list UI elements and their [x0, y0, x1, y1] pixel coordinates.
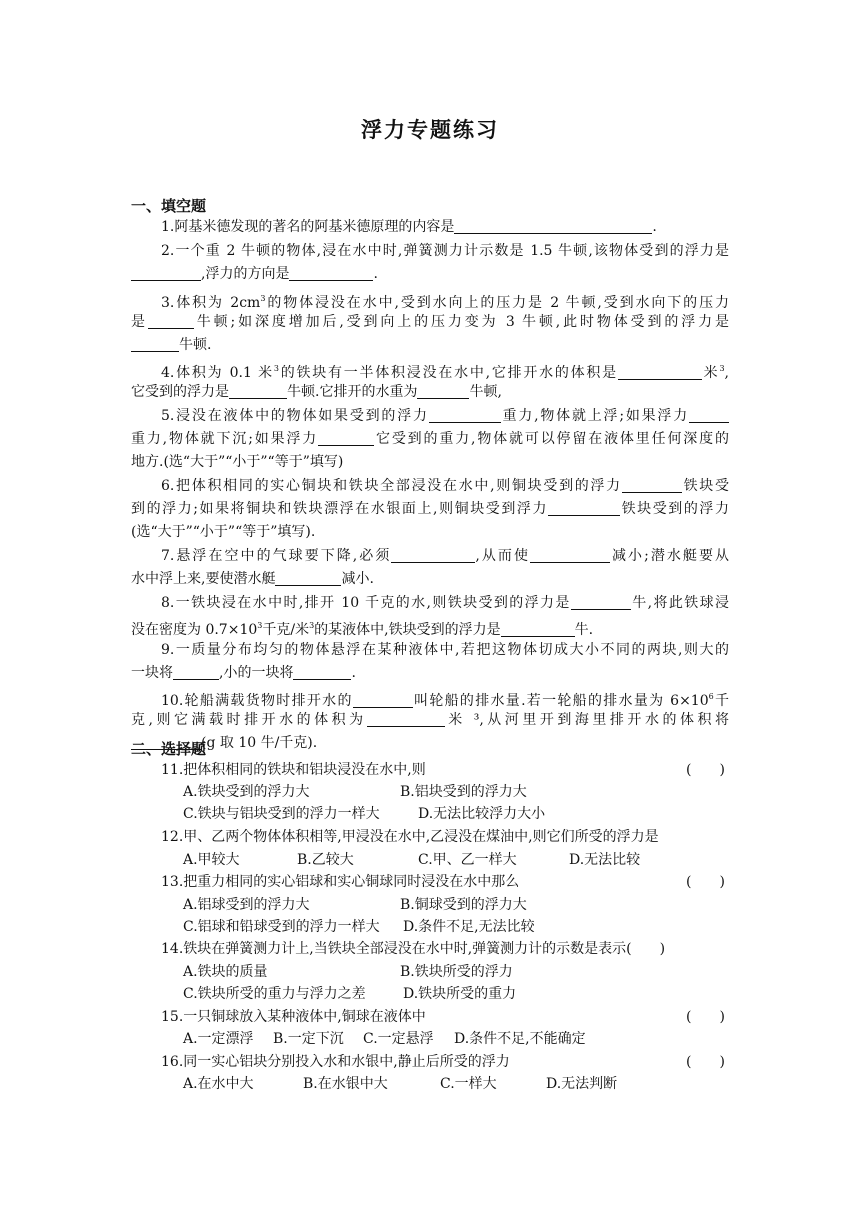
option-c[interactable]: C.铁块所受的重力与浮力之差 — [183, 986, 366, 1002]
option-b[interactable]: B.铜球受到的浮力大 — [400, 897, 527, 913]
option-d[interactable]: D.条件不足,不能确定 — [454, 1031, 586, 1047]
answer-blank[interactable] — [501, 622, 575, 637]
option-b[interactable]: B.在水银中大 — [303, 1076, 388, 1092]
question-3: 3.体积为 $2cm^3$的物体浸没在水中,受到水向上的压力是 2 牛顿,受到水向下的压力 — [161, 294, 729, 311]
option-b[interactable]: B.一定下沉 — [273, 1031, 344, 1047]
question-11: 11.把体积相同的铁块和铝块浸没在水中,则 — [161, 762, 426, 778]
answer-blank[interactable] — [148, 314, 194, 329]
answer-blank[interactable] — [618, 365, 702, 380]
question-9: 9.一质量分布均匀的物体悬浮在某种液体中,若把这物体切成大小不同的两块,则大的 — [161, 642, 729, 658]
answer-blank[interactable] — [454, 219, 652, 234]
option-a[interactable]: A.甲较大 — [183, 852, 240, 868]
answer-blank[interactable] — [429, 408, 501, 423]
answer-blank[interactable] — [131, 266, 201, 281]
answer-blank[interactable] — [229, 384, 287, 399]
question-8: 8.一铁块浸在水中时,排开 10 千克的水,则铁块受到的浮力是 牛,将此铁球浸 — [161, 595, 729, 611]
option-d[interactable]: D.无法判断 — [546, 1076, 618, 1092]
question-6-cont: 到的浮力;如果将铜块和铁块漂浮在水银面上,则铜块受到浮力 铁块受到的浮力 — [131, 501, 729, 517]
question-2-cont: ,浮力的方向是 . — [131, 263, 729, 285]
answer-blank[interactable] — [571, 595, 631, 610]
option-d[interactable]: D.无法比较浮力大小 — [418, 806, 546, 822]
answer-blank[interactable] — [318, 431, 374, 446]
question-10-cont2: (g 取 10 牛/千克). — [131, 732, 729, 754]
option-d[interactable]: D.条件不足,无法比较 — [403, 919, 535, 935]
answer-blank[interactable] — [289, 266, 373, 281]
answer-paren[interactable]: ( ) — [686, 1054, 725, 1070]
question-15: 15.一只铜球放入某种液体中,铜球在液体中 — [161, 1009, 426, 1025]
question-10: 10.轮船满载货物时排开水的 叫轮船的排水量.若一轮船的排水量为 $6\times 10^6$千 — [161, 692, 730, 709]
option-c[interactable]: C.铁块与铝块受到的浮力一样大 — [183, 806, 380, 822]
section-choice-heading: 二、选择题 — [131, 740, 207, 758]
option-a[interactable]: A.铁块受到的浮力大 — [183, 784, 310, 800]
answer-blank[interactable] — [417, 384, 469, 399]
option-a[interactable]: A.铁块的质量 — [183, 964, 268, 980]
option-c[interactable]: C.甲、乙一样大 — [418, 852, 517, 868]
answer-blank[interactable] — [293, 665, 351, 680]
answer-blank[interactable] — [548, 501, 620, 516]
question-5-cont: 重力,物体就下沉;如果浮力 它受到的重力,物体就可以停留在液体里任何深度的 — [131, 431, 729, 447]
question-14: 14.铁块在弹簧测力计上,当铁块全部浸没在水中时,弹簧测力计的示数是表示( ) — [161, 941, 666, 957]
answer-blank[interactable] — [131, 337, 179, 352]
answer-blank[interactable] — [530, 548, 610, 563]
answer-paren[interactable]: ( ) — [686, 762, 725, 778]
answer-blank[interactable] — [275, 571, 341, 586]
question-16: 16.同一实心铝块分别投入水和水银中,静止后所受的浮力 — [161, 1054, 510, 1070]
question-12: 12.甲、乙两个物体体积相等,甲浸没在水中,乙浸没在煤油中,则它们所受的浮力是 — [161, 829, 659, 845]
question-10-cont: 克,则它满载时排开水的体积为 米 ³,从河里开到海里排开水的体积将 — [131, 712, 730, 728]
question-13: 13.把重力相同的实心铝球和实心铜球同时浸没在水中那么 — [161, 874, 520, 890]
option-c[interactable]: C.铝球和铅球受到的浮力一样大 — [183, 919, 380, 935]
question-6: 6.把体积相同的实心铜块和铁块全部浸没在水中,则铜块受到的浮力 铁块受 — [161, 478, 729, 494]
question-7-cont: 水中浮上来,要使潜水艇 减小. — [131, 571, 374, 587]
option-a[interactable]: A.铝球受到的浮力大 — [183, 897, 310, 913]
option-b[interactable]: B.铝块受到的浮力大 — [400, 784, 527, 800]
question-1: 1.阿基米德发现的著名的阿基米德原理的内容是 . — [161, 219, 657, 235]
option-a[interactable]: A.在水中大 — [183, 1076, 254, 1092]
question-5-cont2: 地方.(选“大于”“小于”“等于”填写) — [131, 454, 344, 470]
option-a[interactable]: A.一定漂浮 — [183, 1031, 254, 1047]
question-5: 5.浸没在液体中的物体如果受到的浮力 重力,物体就上浮;如果浮力 — [161, 405, 729, 427]
page-title: 浮力专题练习 — [361, 118, 499, 142]
answer-paren[interactable]: ( ) — [626, 941, 666, 957]
answer-blank[interactable] — [367, 712, 445, 727]
answer-blank[interactable] — [391, 548, 475, 563]
option-d[interactable]: D.无法比较 — [569, 852, 641, 868]
question-3-cont: 是 牛顿;如深度增加后,受到向上的压力变为 3 牛顿,此时物体受到的浮力是 — [131, 314, 729, 330]
question-4-cont: 它受到的浮力是 牛顿.它排开的水重为 牛顿, — [131, 384, 502, 400]
answer-blank[interactable] — [353, 693, 413, 708]
question-6-cont2: (选“大于”“小于”“等于”填写). — [131, 524, 316, 540]
option-c[interactable]: C.一定悬浮 — [363, 1031, 434, 1047]
option-d[interactable]: D.铁块所受的重力 — [403, 986, 517, 1002]
answer-blank[interactable] — [622, 478, 682, 493]
answer-blank[interactable] — [689, 408, 729, 423]
question-2: 2.一个重 2 牛顿的物体,浸在水中时,弹簧测力计示数是 1.5 牛顿,该物体受到的浮力是 — [161, 243, 729, 259]
option-b[interactable]: B.乙较大 — [297, 852, 354, 868]
question-3-cont2: 牛顿. — [131, 334, 729, 356]
option-b[interactable]: B.铁块所受的浮力 — [400, 964, 513, 980]
question-9-cont: 一块将 ,小的一块将 . — [131, 665, 356, 681]
answer-blank[interactable] — [173, 665, 219, 680]
section-fill-heading: 一、填空题 — [131, 197, 207, 215]
answer-paren[interactable]: ( ) — [686, 1009, 725, 1025]
answer-paren[interactable]: ( ) — [686, 874, 725, 890]
question-7: 7.悬浮在空中的气球要下降,必须 ,从而使 减小;潜水艇要从 — [161, 548, 730, 564]
question-8-cont: 没在密度为 $0.7\times 10^3$千克/米$^3$的某液体中,铁块受到的浮力是 牛. — [131, 621, 594, 638]
option-c[interactable]: C.一样大 — [440, 1076, 497, 1092]
question-4: 4.体积为 0.1 米$^3$的铁块有一半体积浸没在水中,它排开水的体积是 米$^3$, — [161, 364, 729, 381]
